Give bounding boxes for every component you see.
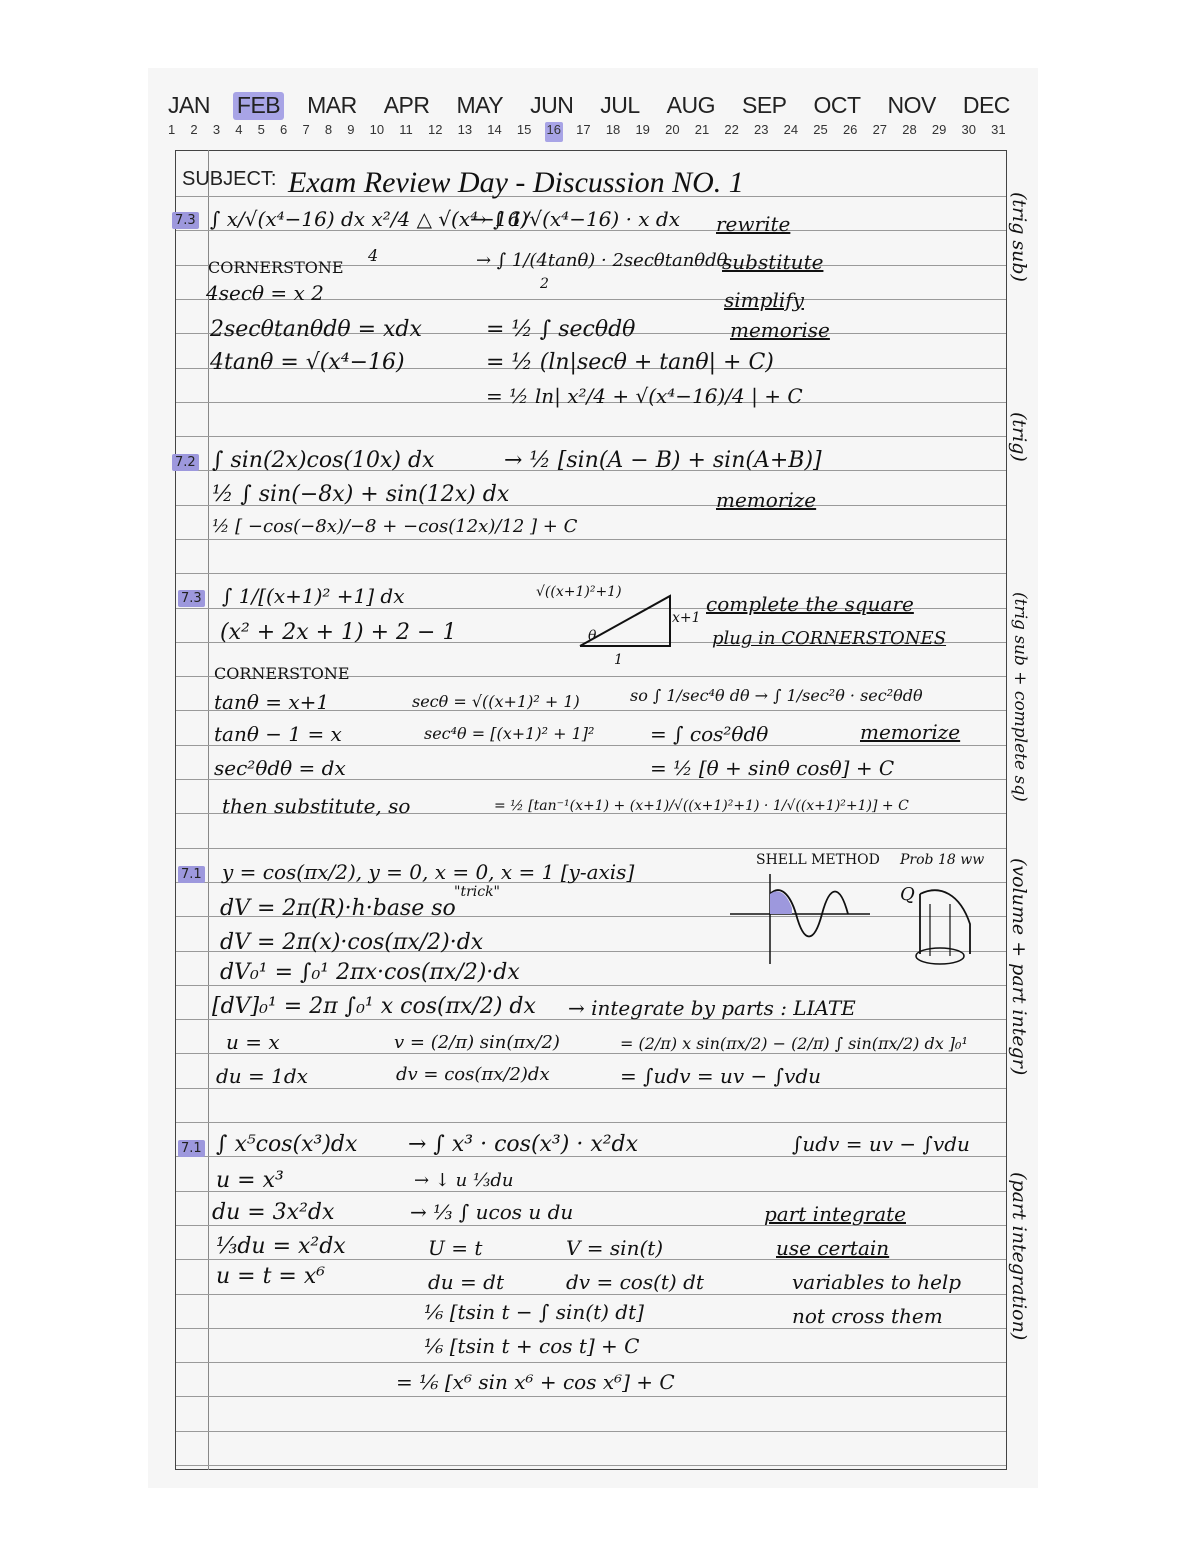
p1-cornerstone: CORNERSTONE: [208, 258, 344, 277]
p3-line2: (x² + 2x + 1) + 2 − 1: [220, 620, 457, 645]
ruled-line: [176, 1328, 1006, 1329]
day-number: 10: [369, 122, 385, 137]
p1-line5: 4tanθ = √(x⁴−16): [210, 350, 405, 375]
day-number: 16: [545, 122, 563, 142]
month-label: SEP: [741, 92, 787, 118]
p5-line2-right: → ↓ u ⅓du: [414, 1170, 514, 1191]
day-number: 3: [212, 122, 221, 137]
subject-label: SUBJECT:: [182, 168, 277, 190]
p1-line2-right: → ∫ 1/(4tanθ) · 2secθtanθdθ: [476, 250, 728, 271]
p5-line1-right: → ∫ x³ · cos(x³) · x²dx: [408, 1132, 639, 1157]
day-number: 13: [457, 122, 473, 137]
month-label: APR: [383, 92, 430, 118]
p2-memorize: memorize: [716, 488, 817, 512]
p1-line4: 2secθtanθdθ = xdx: [210, 317, 422, 342]
p5-part-integrate: part integrate: [764, 1202, 906, 1226]
p4-line1: y = cos(πx/2), y = 0, x = 0, x = 1 [y-axis]: [222, 860, 635, 884]
ruled-line: [176, 848, 1006, 849]
day-number: 29: [931, 122, 947, 137]
p1-substitute: substitute: [722, 250, 824, 274]
p1-line3: 4secθ = x 2: [206, 281, 324, 305]
month-label: FEB: [233, 92, 284, 120]
section-tag: 7.1: [178, 1140, 205, 1157]
day-number: 18: [605, 122, 621, 137]
p1-line4-right: = ½ ∫ secθdθ: [486, 317, 636, 342]
p4-line5: [dV]₀¹ = 2π ∫₀¹ x cos(πx/2) dx: [212, 994, 536, 1019]
day-number: 1: [168, 122, 176, 137]
p5-line3-right: → ⅓ ∫ ucos u du: [410, 1200, 574, 1224]
p3-cornerstone: CORNERSTONE: [214, 664, 350, 683]
month-label: MAR: [307, 92, 357, 118]
p1-rewrite: rewrite: [716, 212, 791, 236]
month-label: DEC: [962, 92, 1010, 118]
day-number: 4: [235, 122, 243, 137]
p3-line5-right: = ½ [θ + sinθ cosθ] + C: [650, 756, 895, 780]
month-label: JUN: [530, 92, 574, 118]
p1-four: 4: [368, 246, 379, 265]
day-number: 11: [399, 122, 413, 137]
ruled-line: [176, 985, 1006, 986]
ruled-line: [176, 1053, 1006, 1054]
p2-line1: ∫ sin(2x)cos(10x) dx: [212, 448, 435, 473]
p1-side-note: (trig sub): [1008, 192, 1030, 282]
p4-line6b: v = (2/π) sin(πx/2): [394, 1032, 560, 1053]
ruled-line: [176, 573, 1006, 574]
p3-line4-right: = ∫ cos²θdθ: [650, 722, 769, 746]
p1-memorise: memorise: [730, 318, 830, 342]
p3-line3: tanθ = x+1: [214, 690, 330, 714]
day-number: 8: [324, 122, 333, 137]
ruled-line: [176, 1294, 1006, 1295]
p5-line5-right2: dv = cos(t) dt: [566, 1270, 704, 1294]
day-number: 27: [872, 122, 888, 137]
month-label: AUG: [666, 92, 716, 118]
month-label: NOV: [887, 92, 936, 118]
section-tag: 7.2: [172, 454, 199, 471]
p5-line8-right: = ⅙ [x⁶ sin x⁶ + cos x⁶] + C: [396, 1370, 675, 1394]
p2-side-note: (trig): [1008, 412, 1030, 462]
p1-simplify: simplify: [724, 288, 804, 312]
p4-line7-right: = ∫udv = uv − ∫vdu: [620, 1064, 822, 1088]
ruled-line: [176, 539, 1006, 540]
day-number: 5: [257, 122, 265, 137]
p3-plug: plug in CORNERSTONES: [712, 628, 947, 649]
ruled-line: [176, 1088, 1006, 1089]
p5-line2: u = x³: [216, 1168, 284, 1193]
day-number: 6: [280, 122, 288, 137]
day-number: 15: [516, 122, 532, 137]
section-tag: 7.3: [172, 212, 199, 229]
p4-line4: dV₀¹ = ∫₀¹ 2πx·cos(πx/2)·dx: [220, 960, 520, 985]
p5-line1-formula: ∫udv = uv − ∫vdu: [792, 1132, 970, 1156]
p3-line5: sec²θdθ = dx: [214, 756, 346, 780]
day-number: 17: [576, 122, 591, 137]
p3-line3-mid: secθ = √((x+1)² + 1): [412, 692, 580, 711]
p5-line5-right: du = dt: [428, 1270, 504, 1294]
day-number: 14: [487, 122, 502, 137]
p3-line3-right: so ∫ 1/sec⁴θ dθ → ∫ 1/sec²θ · sec²θdθ: [630, 686, 923, 705]
p4-line6a: u = x: [226, 1030, 280, 1054]
margin-line: [208, 150, 209, 1470]
p3-line6-right: = ½ [tan⁻¹(x+1) + (x+1)/√((x+1)²+1) · 1/√((x+1)²+1)] + C: [494, 798, 909, 814]
ruled-line: [176, 1362, 1006, 1363]
p1-line1-right: → ∫ 1/√(x⁴−16) · x dx: [470, 207, 680, 231]
day-number: 30: [961, 122, 976, 137]
p5-line4-right2: V = sin(t): [566, 1236, 664, 1260]
ruled-line: [176, 1396, 1006, 1397]
p5-not-cross: not cross them: [792, 1304, 943, 1328]
p2-line2: ½ ∫ sin(−8x) + sin(12x) dx: [212, 482, 510, 507]
ruled-line: [176, 1191, 1006, 1192]
p5-side-note: (part integration): [1008, 1172, 1030, 1341]
p5-variables: variables to help: [792, 1270, 962, 1294]
day-number: 23: [754, 122, 769, 137]
day-number: 20: [665, 122, 680, 137]
p3-line4-mid: sec⁴θ = [(x+1)² + 1]²: [424, 724, 595, 743]
shell-method-graph-sketch: [730, 864, 870, 974]
p3-line4: tanθ − 1 = x: [214, 722, 342, 746]
p1-two: 2: [540, 276, 549, 292]
month-label: OCT: [813, 92, 861, 118]
p4-side-note: (volume + part integr): [1008, 858, 1030, 1076]
month-label: JUL: [600, 92, 640, 118]
p4-trick: "trick": [454, 884, 500, 900]
p4-line3: dV = 2π(x)·cos(πx/2)·dx: [220, 930, 484, 955]
p3-complete-square: complete the square: [706, 592, 914, 616]
p4-prob: Prob 18 ww: [900, 852, 985, 868]
p3-line6: then substitute, so: [222, 794, 411, 818]
ruled-line: [176, 436, 1006, 437]
p3-memorize: memorize: [860, 720, 961, 744]
p3-line1: ∫ 1/[(x+1)² +1] dx: [222, 584, 405, 608]
day-number: 9: [347, 122, 355, 137]
p3-tri-adj: 1: [614, 652, 623, 668]
p3-tri-opp: x+1: [672, 610, 701, 626]
day-number: 24: [783, 122, 799, 137]
month-label: MAY: [456, 92, 504, 118]
ruled-line: [176, 1465, 1006, 1466]
day-number: 25: [813, 122, 828, 137]
day-number: 31: [991, 122, 1006, 137]
ruled-line: [176, 1122, 1006, 1123]
p4-line2: dV = 2π(R)·h·base so: [220, 896, 456, 921]
subject-title: Exam Review Day - Discussion NO. 1: [288, 166, 744, 199]
p2-line3: ½ [ −cos(−8x)/−8 + −cos(12x)/12 ] + C: [212, 516, 578, 537]
p1-line6-right: = ½ ln| x²/4 + √(x⁴−16)/4 | + C: [486, 384, 803, 408]
p5-line7-right: ⅙ [tsin t + cos t] + C: [424, 1334, 640, 1358]
p5-line3: du = 3x²dx: [212, 1200, 335, 1225]
p5-line4: ⅓du = x²dx: [216, 1234, 346, 1259]
p3-tri-hyp: √((x+1)²+1): [536, 584, 622, 600]
day-number: 26: [842, 122, 858, 137]
p3-side-note: (trig sub + complete sq): [1010, 592, 1030, 802]
p1-line1: ∫ x/√(x⁴−16) dx x²/4 △ √(x⁴−16): [210, 207, 529, 231]
p4-line7a: du = 1dx: [216, 1064, 308, 1088]
day-number: 22: [724, 122, 739, 137]
section-tag: 7.3: [178, 590, 205, 607]
p5-line1: ∫ x⁵cos(x³)dx: [216, 1132, 358, 1157]
month-label: JAN: [168, 92, 210, 118]
day-number: 28: [902, 122, 917, 137]
month-row: [164, 92, 1014, 120]
p1-line5-right: = ½ (ln|secθ + tanθ| + C): [486, 350, 774, 375]
day-number: 12: [427, 122, 443, 137]
day-number: 2: [190, 122, 198, 137]
p3-tri-angle: θ: [588, 628, 597, 644]
p4-shell-method: SHELL METHOD: [756, 852, 880, 868]
section-tag: 7.1: [178, 866, 205, 883]
day-number: 21: [694, 122, 710, 137]
p4-line5-right: → integrate by parts : LIATE: [568, 996, 856, 1020]
ruled-line: [176, 1431, 1006, 1432]
p5-line6-right: ⅙ [tsin t − ∫ sin(t) dt]: [424, 1300, 644, 1324]
p5-line5: u = t = x⁶: [216, 1264, 326, 1289]
day-number: 7: [302, 122, 310, 137]
day-row: [166, 122, 1008, 142]
p2-line1-right: → ½ [sin(A − B) + sin(A+B)]: [504, 448, 822, 473]
p4-line7b: dv = cos(πx/2)dx: [396, 1064, 550, 1085]
p5-line4-right: U = t: [428, 1236, 483, 1260]
day-number: 19: [635, 122, 650, 137]
p4-line6-right: = (2/π) x sin(πx/2) − (2/π) ∫ sin(πx/2) dx ]₀¹: [620, 1034, 968, 1053]
p5-use-certain: use certain: [776, 1236, 890, 1260]
p4-q: Q: [900, 884, 915, 905]
right-triangle-sketch: [570, 592, 680, 652]
